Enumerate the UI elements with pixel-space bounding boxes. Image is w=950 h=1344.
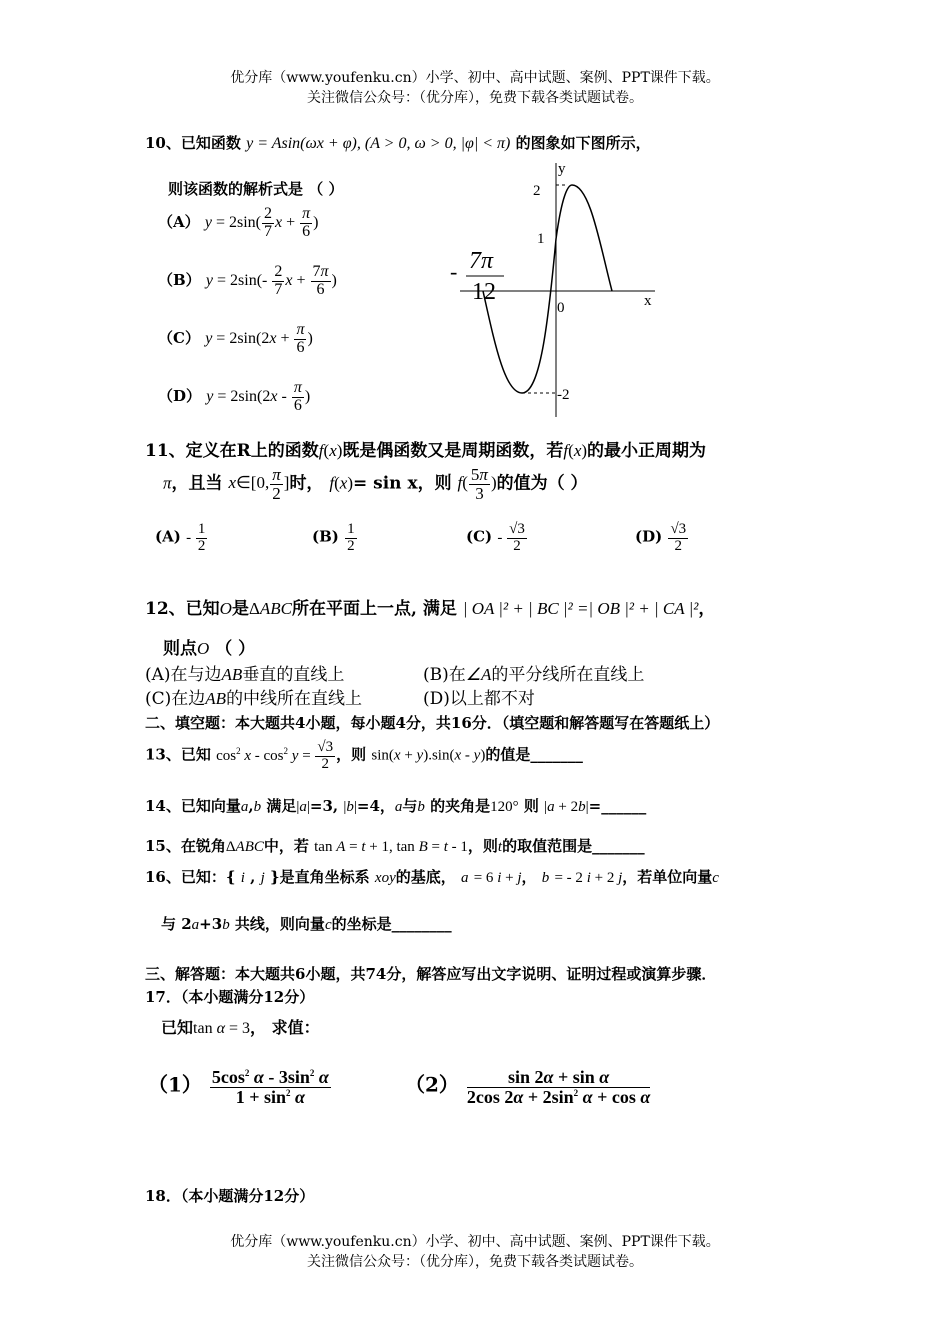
- footer-line-1: 优分库（www.youfenku.cn）小学、初中、高中试题、案例、PPT课件下载。: [230, 1234, 720, 1250]
- q11-option-a[interactable]: (A) - $\frac{1}{2}$: [155, 521, 206, 554]
- q17-given: 已知tan α = 3， 求值：: [161, 1018, 320, 1037]
- q12-option-b[interactable]: (B)在∠A的平分线所在直线上: [423, 665, 645, 685]
- q11-option-c[interactable]: (C) - $\frac{√3}{2}$: [466, 521, 525, 554]
- q14: 14、已知向量a,b 满足|a|=3, |b|=4，a与b 的夹角是120° 则 |a + 2b|=______: [145, 797, 647, 815]
- q17-part-1: （1） $\frac{5\cos^2 \alpha - 3\sin^2 \alpha}{1 + \sin^2 \alpha}$: [148, 1067, 329, 1107]
- header-line-2: 关注微信公众号：（优分库），免费下载各类试题试卷。: [307, 90, 643, 106]
- tick-1: 1: [537, 231, 545, 247]
- q10-option-a[interactable]: （A） y = 2sin( $\frac{2}{7}$ x + $\frac{\pi}{6}$ ): [158, 205, 319, 240]
- section-2-title: 二、填空题：本大题共4小题，每小题4分，共16分．（填空题和解答题写在答题纸上）: [145, 714, 720, 732]
- x-axis-label: x: [644, 293, 652, 309]
- q11-option-d[interactable]: (D) $\frac{√3}{2}$: [635, 521, 687, 554]
- q10-question: 则该函数的解析式是 （ ）: [168, 180, 344, 198]
- origin-label: 0: [557, 300, 565, 316]
- q12-option-d[interactable]: (D)以上都不对: [423, 689, 535, 709]
- q11-option-b[interactable]: (B) $\frac{1}{2}$: [312, 521, 355, 554]
- q10-stem: 10、已知函数 y = Asin(ωx + φ), (A > 0, ω > 0, |φ| < π) 的图象如下图所示，: [145, 134, 651, 152]
- q12-line-1: 12、已知O是ΔABC所在平面上一点, 满足 | OA |² + | BC |² =| OB |² + | CA |²，: [145, 599, 716, 619]
- q12-line-2: 则点O （ ）: [163, 639, 256, 659]
- tick-2: 2: [533, 183, 541, 199]
- q13: 13、已知 $\cos^2 x - \cos^2 y$ = $\frac{√3}{2}$ ，则 sin(x + y).sin(x - y)的值是_______: [145, 739, 583, 772]
- sine-graph: [440, 155, 670, 425]
- q10-option-c[interactable]: （C） y = 2sin(2x + $\frac{\pi}{6}$ ): [158, 321, 313, 356]
- q12-option-c[interactable]: (C)在边AB的中线所在直线上: [145, 689, 363, 709]
- q12-option-a[interactable]: (A)在与边AB垂直的直线上: [145, 665, 345, 685]
- q11-line-2: π，且当 x∈[0, $\frac{\pi}{2}$ ]时， f(x)= sin x，则 f( $\frac{5\pi}{3}$ )的值为（ ）: [163, 465, 588, 503]
- q17-part-2: （2） $\frac{\text{sin 2α + sin α}}{2\cos 2\alpha + 2\sin^2 \alpha + \cos \alpha}$: [405, 1067, 651, 1107]
- left-denominator: 12: [472, 279, 496, 305]
- q11-line-1: 11、定义在R上的函数f(x)既是偶函数又是周期函数，若f(x)的最小正周期为: [145, 441, 707, 461]
- footer-line-2: 关注微信公众号：（优分库），免费下载各类试题试卷。: [307, 1254, 643, 1270]
- tick-neg2: -2: [557, 387, 570, 403]
- y-axis-label: y: [558, 161, 566, 177]
- q10-option-b[interactable]: （B） y = 2sin(- $\frac{2}{7}$ x + $\frac{7\pi}{6}$ ): [158, 263, 337, 298]
- left-minus: -: [450, 259, 458, 284]
- q16-line-1: 16、已知：{ i , j }是直角坐标系 xoy的基底， a = 6 i + j， b = - 2 i + 2 j，若单位向量c: [145, 868, 719, 886]
- left-numerator: 7π: [469, 248, 494, 274]
- q15: 15、在锐角ΔABC中，若 tan A = t + 1, tan B = t - 1，则t的取值范围是_______: [145, 837, 645, 855]
- q18-title: 18．（本小题满分12分）: [145, 1187, 315, 1205]
- sine-curve: [483, 185, 612, 393]
- q17-title: 17．（本小题满分12分）: [145, 988, 315, 1006]
- section-3-title: 三、解答题：本大题共6小题，共74分，解答应写出文字说明、证明过程或演算步骤．: [145, 965, 717, 983]
- q16-line-2: 与 2a+3b 共线，则向量c的坐标是________: [161, 915, 452, 933]
- q10-option-d[interactable]: （D） y = 2sin(2x - $\frac{\pi}{6}$ ): [158, 379, 311, 414]
- header-line-1: 优分库（www.youfenku.cn）小学、初中、高中试题、案例、PPT课件下载。: [230, 70, 720, 86]
